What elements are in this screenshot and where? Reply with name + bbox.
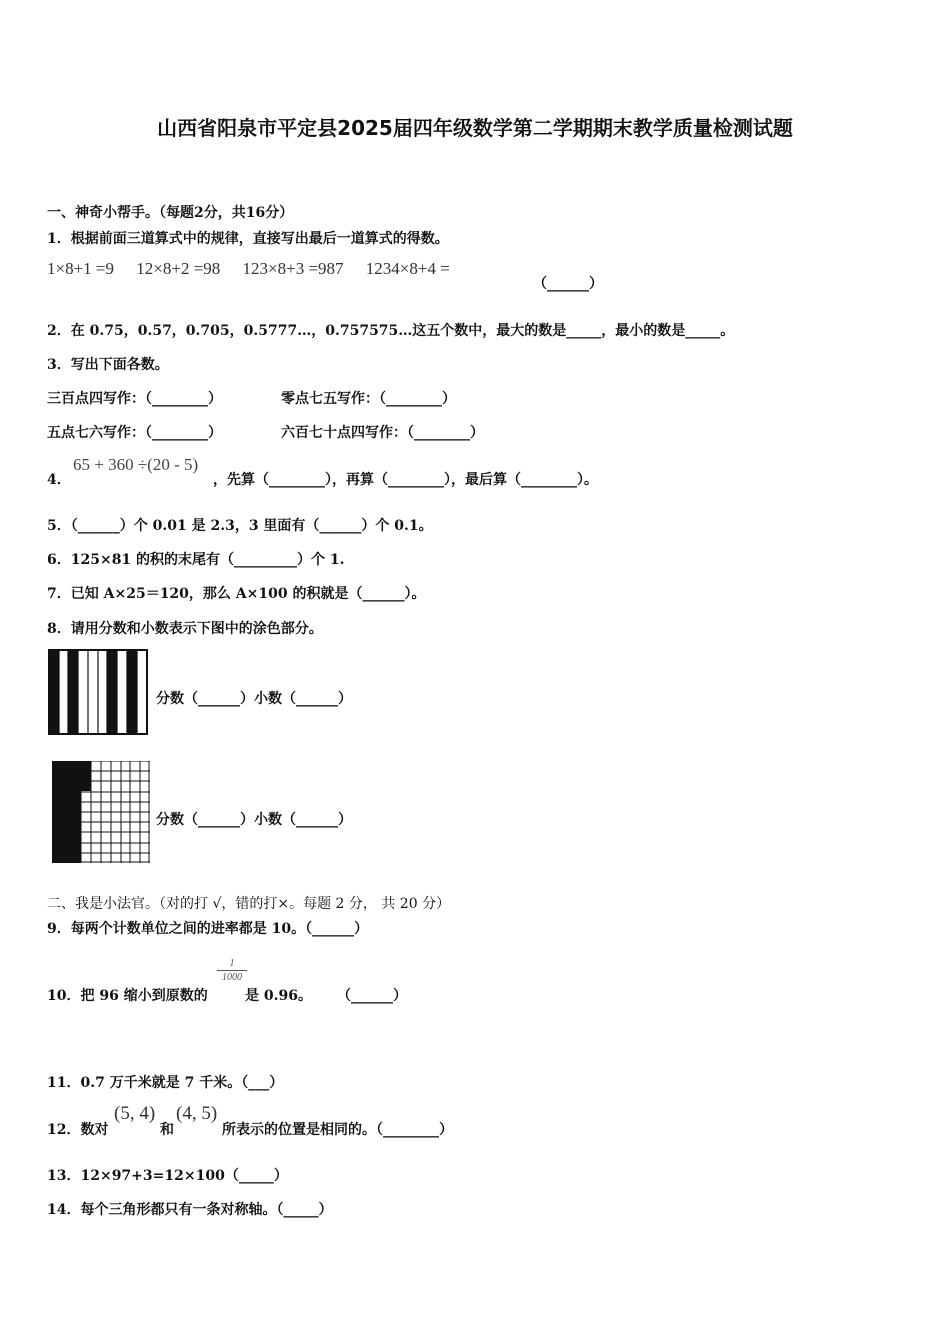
q10-fraction	[217, 958, 247, 983]
q8-answer-row-1[interactable]: 分数（______）小数（______）	[156, 691, 352, 707]
q1-answer-blank[interactable]: （______）	[533, 276, 603, 292]
question-10-start: 10．把 96 缩小到原数的	[47, 988, 208, 1004]
q3-item-a: 三百点四写作：（________）	[47, 391, 222, 407]
question-4-number: 4．	[47, 472, 71, 488]
q10-fraction-numerator: 1	[229, 958, 235, 969]
question-5: 5．（______）个 0.01 是 2.3，3 里面有（______）个 0.1。	[47, 518, 433, 534]
question-12-start: 12．数对	[47, 1122, 109, 1138]
q10-answer-blank[interactable]: （______）	[337, 988, 407, 1004]
question-1: 1．根据前面三道算式中的规律，直接写出最后一道算式的得数。	[47, 231, 449, 247]
question-6: 6．125×81 的积的末尾有（_________）个 1.	[47, 552, 345, 568]
q4-expression: 65 + 360 ÷(20 - 5)	[73, 455, 199, 474]
q8-answer-row-2[interactable]: 分数（______）小数（______）	[156, 812, 352, 828]
page-title: 山西省阳泉市平定县2025届四年级数学第二学期期末教学质量检测试题	[157, 116, 793, 140]
question-3: 3．写出下面各数。	[47, 357, 169, 373]
q4-steps: ，先算（________），再算（________），最后算（________）。	[213, 472, 598, 488]
q3-item-b: 零点七五写作：（________）	[281, 391, 456, 407]
question-12-end: 所表示的位置是相同的。（________）	[222, 1122, 453, 1138]
q12-pair-2: (4, 5)	[176, 1103, 218, 1124]
question-8: 8．请用分数和小数表示下图中的涂色部分。	[47, 621, 323, 637]
question-10-end: 是 0.96。	[245, 988, 312, 1004]
q8-grid-figure	[52, 761, 150, 863]
question-9: 9．每两个计数单位之间的进率都是 10。（______）	[47, 921, 369, 937]
question-7: 7．已知 A×25＝120，那么 A×100 的积就是（______）。	[47, 586, 426, 602]
q12-and: 和	[160, 1122, 174, 1138]
q10-fraction-bar	[217, 970, 247, 971]
question-2: 2．在 0.75，0.57，0.705，0.5777…，0.757575…这五个数中，最大的数是_____，最小的数是_____。	[47, 323, 735, 339]
section-2-heading: 二、我是小法官。（对的打 √，错的打×。每题 2 分， 共 20 分）	[47, 896, 451, 912]
question-11: 11．0.7 万千米就是 7 千米。（___）	[47, 1075, 284, 1091]
q3-item-d: 六百七十点四写作：（________）	[281, 425, 484, 441]
question-14: 14．每个三角形都只有一条对称轴。（_____）	[47, 1202, 333, 1218]
q1-equations	[47, 259, 468, 279]
q1-eq-2: 12×8+2 =98	[136, 259, 221, 278]
q10-fraction-denominator: 1000	[222, 972, 242, 983]
q8-strip-figure	[48, 649, 148, 735]
q3-item-c: 五点七六写作：（________）	[47, 425, 222, 441]
question-13: 13．12×97+3=12×100（_____）	[47, 1168, 288, 1184]
q1-eq-3: 123×8+3 =987	[242, 259, 344, 278]
q12-pair-1: (5, 4)	[114, 1103, 156, 1124]
section-1-heading: 一、神奇小帮手。（每题2分，共16分）	[47, 205, 294, 221]
q1-eq-1: 1×8+1 =9	[47, 259, 115, 278]
q1-eq-4: 1234×8+4 =	[365, 259, 450, 278]
